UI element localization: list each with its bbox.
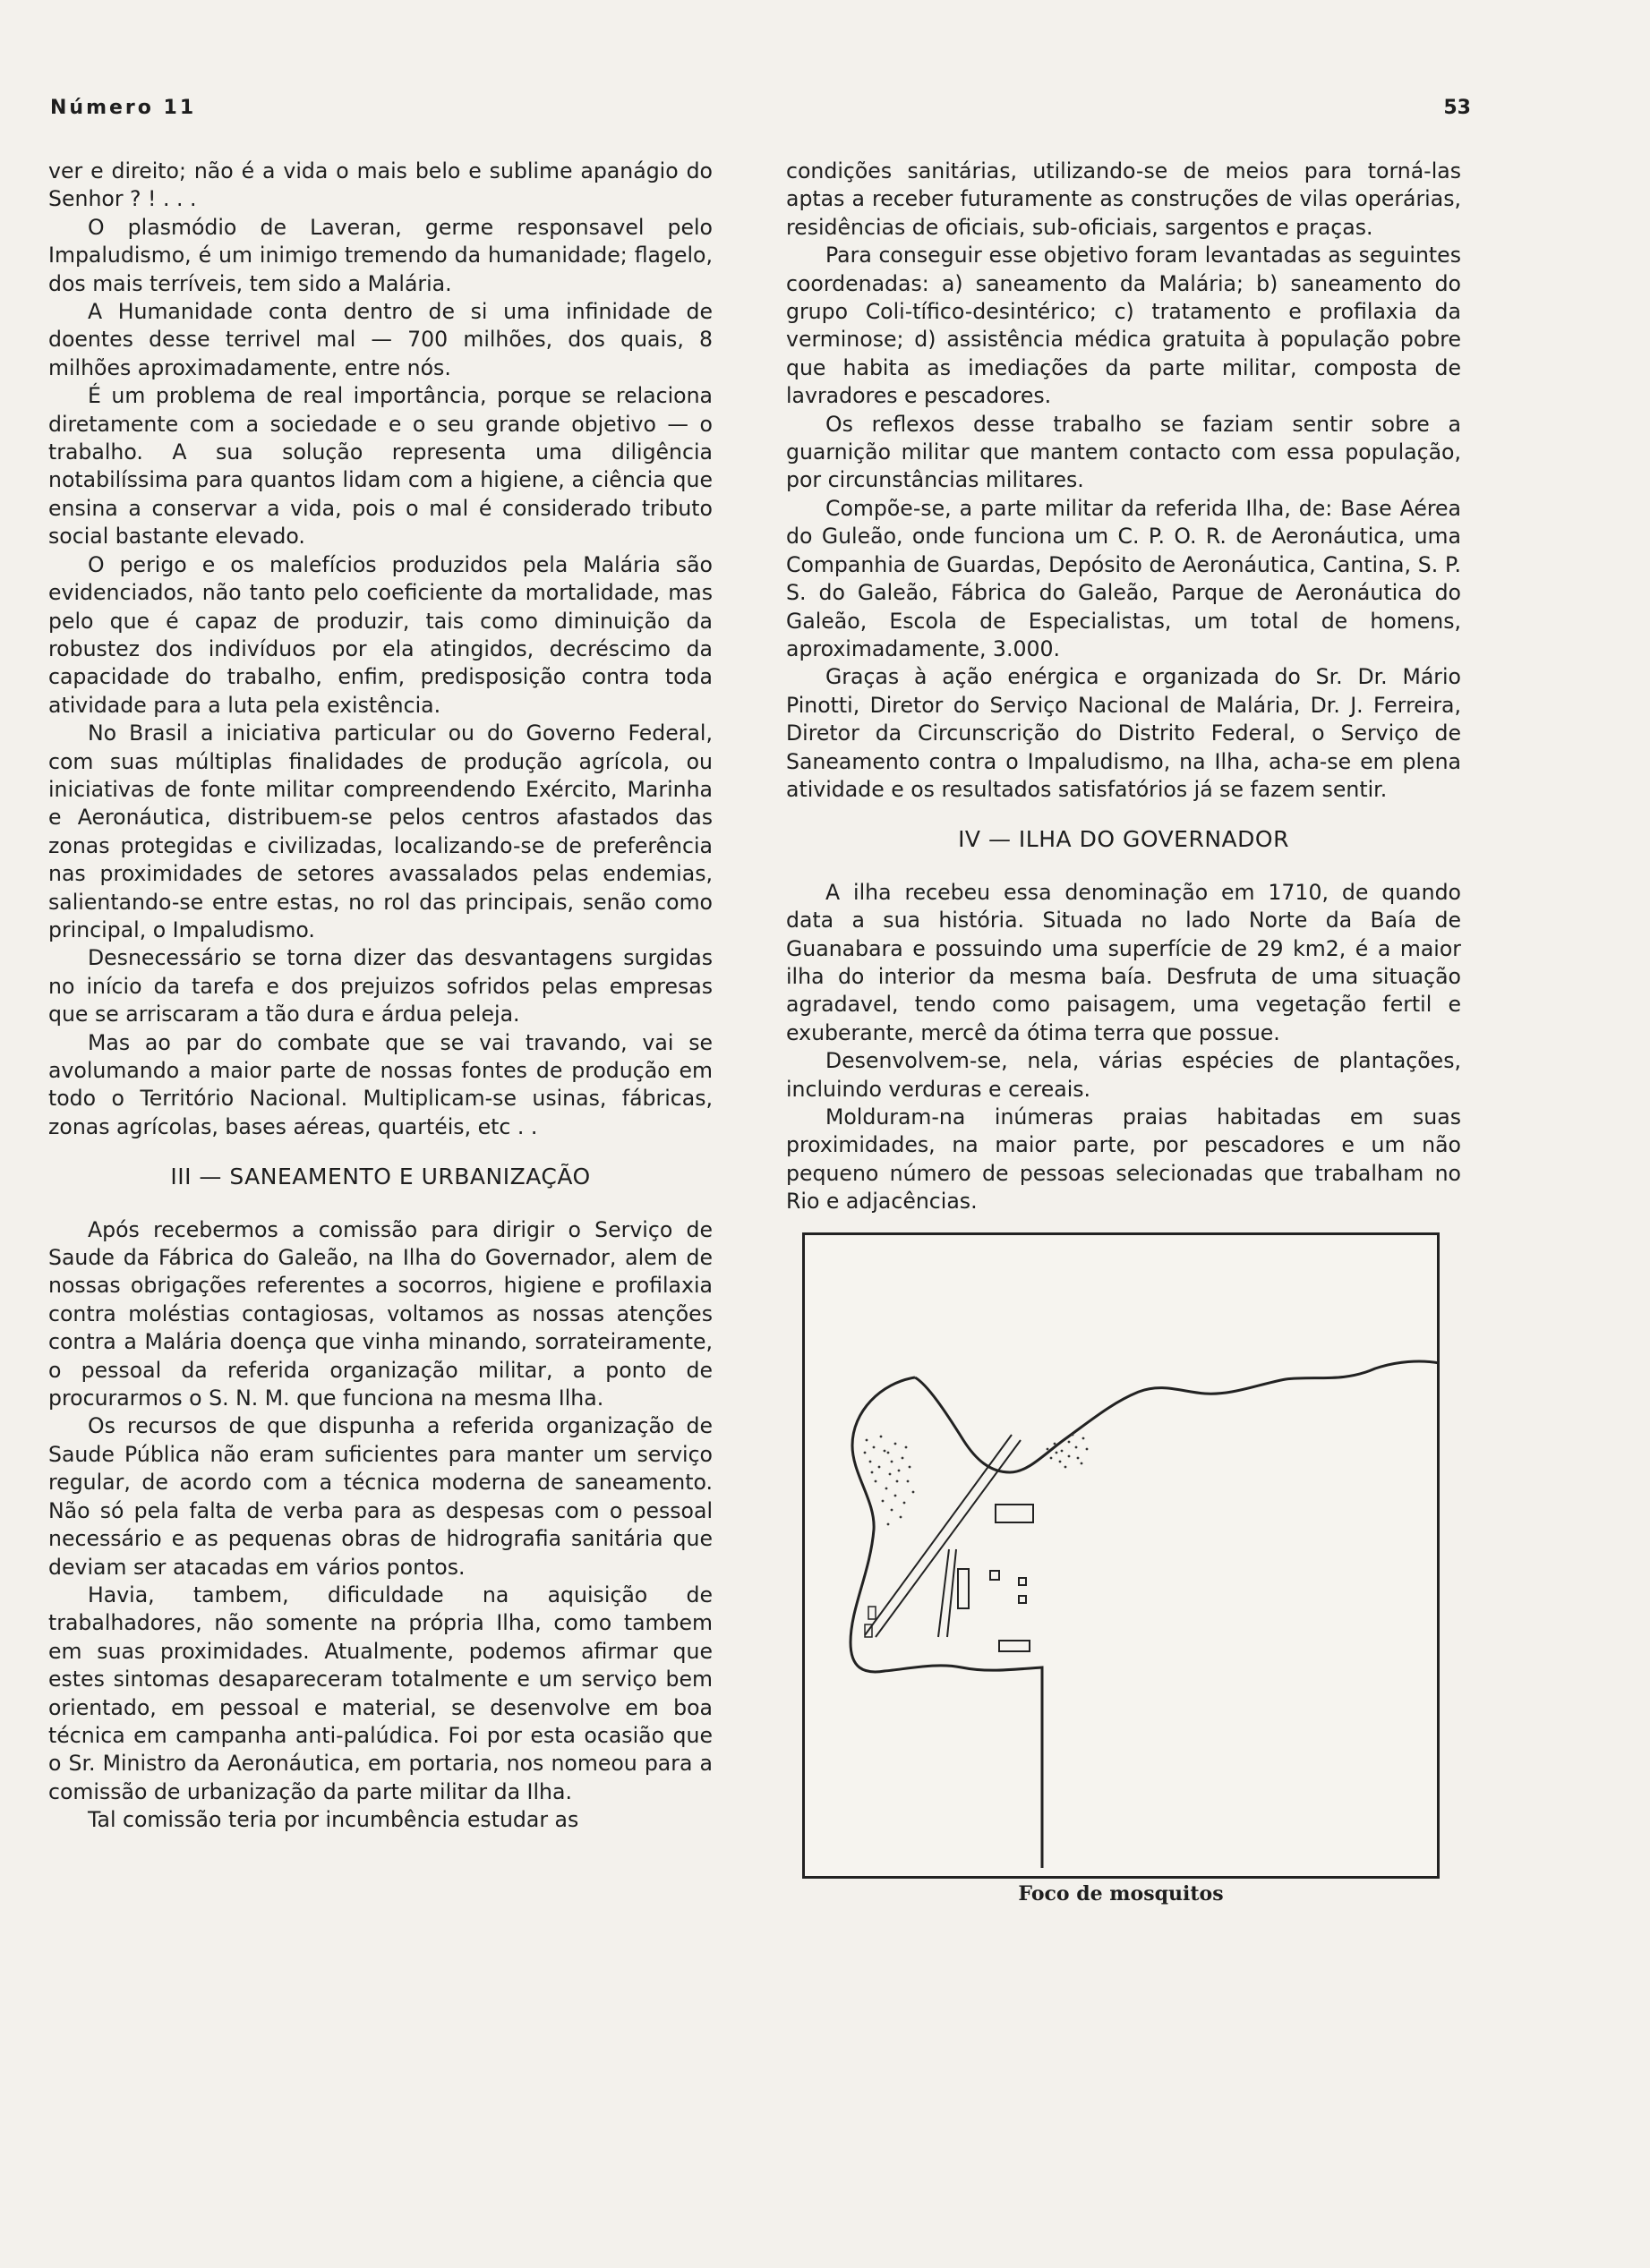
section-heading-ilha: IV — ILHA DO GOVERNADOR: [958, 826, 1289, 853]
paragraph: Os recursos de que dispunha a referida organização de Saude Pública não eram suficientes para manter um serviço regular, de acordo com a técnica moderna de saneamento. Não só pela falta de verba para as despesas com o pessoal necessário e as pequenas obras de hidrografia sanitária que deviam ser atacadas em vários pontos.: [48, 1413, 713, 1580]
paragraph: Após recebermos a comissão para dirigir o Serviço de Saude da Fábrica do Galeão, na Ilha do Governador, alem de nossas obrigações referentes a socorros, higiene e profilaxia contra moléstias contagiosas, voltamos as nossas atenções contra a Malária doença que vinha minando, sorrateiramente, o pessoal da referida organização militar, a ponto de procurarmos o S. N. M. que funciona na mesma Ilha.: [48, 1216, 713, 1411]
paragraph: Graças à ação enérgica e organizada do Sr. Dr. Mário Pinotti, Diretor do Serviço Nacional de Malária, Dr. J. Ferreira, Diretor da Circunscrição do Distrito Federal, o Serviço de Saneamento contra o Impaludismo, na Ilha, acha-se em plena atividade e os resultados satisfatórios já se fazem sentir.: [786, 664, 1461, 802]
paragraph: A ilha recebeu essa denominação em 1710, de quando data a sua história. Situada no lado Norte da Baía de Guanabara e possuindo uma superfície de 29 km2, é a maior ilha do interior da mesma baía. Desfruta de uma situação agradavel, tendo como paisagem, uma vegetação fertil e exuberante, mercê da ótima terra que possue.: [786, 879, 1461, 1045]
paragraph: A Humanidade conta dentro de si uma infinidade de doentes desse terrivel mal — 700 milhões, dos quais, 8 milhões aproximadamente, entre nós.: [48, 299, 713, 380]
paragraph: No Brasil a iniciativa particular ou do Governo Federal, com suas múltiplas finalidades de produção agrícola, ou iniciativas de fonte militar compreendendo Exército, Marinha e Aeronáutica, distribuem-se pelos centros afastados das zonas protegidas e civilizadas, localizando-se de preferência nas proximidades de setores avassalados pelas endemias, salientando-se entre estas, no rol das principais, senão como principal, o Impaludismo.: [48, 720, 713, 942]
map-figure: [802, 1232, 1440, 1908]
issue-number: Número 11: [50, 97, 197, 119]
section-heading-saneamento: III — SANEAMENTO E URBANIZAÇÃO: [170, 1164, 591, 1190]
paragraph: Os reflexos desse trabalho se faziam sentir sobre a guarnição militar que mantem contacto com essa população, por circunstâncias militares.: [786, 411, 1461, 493]
paragraph: Desnecessário se torna dizer das desvantagens surgidas no início da tarefa e dos prejuizos sofridos pelas empresas que se arriscaram a tão dura e árdua peleja.: [48, 945, 713, 1027]
paragraph: É um problema de real importância, porque se relaciona diretamente com a sociedade e o seu grande objetivo — o trabalho. A sua solução representa uma diligência notabilíssima para quantos lidam com a higiene, a ciência que ensina a conservar a vida, pois o mal é considerado tributo social bastante elevado.: [48, 383, 713, 550]
left-column: [48, 158, 713, 1835]
paragraph: Havia, tambem, dificuldade na aquisição de trabalhadores, não somente na própria Ilha, como tambem em suas proximidades. Atualmente, podemos afirmar que estes sintomas desapareceram totalmente e um serviço bem orientado, em pessoal e material, se desenvolve em boa técnica em campanha anti-palúdica. Foi por esta ocasião que o Sr. Ministro da Aeronáutica, em portaria, nos nomeou para a comissão de urbanização da parte militar da Ilha.: [48, 1582, 713, 1804]
right-column: [786, 158, 1461, 1908]
page-number: 53: [1443, 97, 1471, 119]
paragraph: ver e direito; não é a vida o mais belo e sublime apanágio do Senhor ? ! . . .: [48, 158, 713, 212]
paragraph: Mas ao par do combate que se vai travando, vai se avolumando a maior parte de nossas fontes de produção em todo o Território Nacional. Multiplicam-se usinas, fábricas, zonas agrícolas, bases aéreas, quartéis, etc . .: [48, 1029, 713, 1139]
paragraph: Molduram-na inúmeras praias habitadas em suas proximidades, na maior parte, por pescadores e um não pequeno número de pessoas selecionadas que trabalham no Rio e adjacências.: [786, 1104, 1461, 1215]
page-header: [50, 97, 1471, 132]
paragraph: O plasmódio de Laveran, germe responsavel pelo Impaludismo, é um inimigo tremendo da humanidade; flagelo, dos mais terríveis, tem sido a Malária.: [48, 214, 713, 296]
paragraph: Tal comissão teria por incumbência estudar as: [88, 1807, 579, 1833]
figure-caption: Foco de mosquitos: [1018, 1881, 1224, 1906]
island-map: [802, 1232, 1440, 1879]
paragraph: condições sanitárias, utilizando-se de meios para torná-las aptas a receber futuramente as construções de vilas operárias, residências de oficiais, sub-oficiais, sargentos e praças.: [786, 158, 1461, 240]
map-border: [804, 1233, 1439, 1877]
paragraph: Compõe-se, a parte militar da referida Ilha, de: Base Aérea do Guleão, onde funciona um C. P. O. R. de Aeronáutica, uma Companhia de Guardas, Depósito de Aeronáutica, Cantina, S. P. S. do Galeão, Fábrica do Galeão, Parque de Aeronáutica do Galeão, Escola de Especialistas, um total de homens, aproximadamente, 3.000.: [786, 495, 1461, 661]
paragraph: O perigo e os malefícios produzidos pela Malária são evidenciados, não tanto pelo coeficiente da mortalidade, mas pelo que é capaz de produzir, tais como diminuição da robustez dos indivíduos por ela atingidos, decréscimo da capacidade do trabalho, enfim, predisposição contra toda atividade para a luta pela existência.: [48, 551, 713, 718]
paragraph: Desenvolvem-se, nela, várias espécies de plantações, incluindo verduras e cereais.: [786, 1048, 1461, 1102]
paragraph: Para conseguir esse objetivo foram levantadas as seguintes coordenadas: a) saneamento da Malária; b) saneamento do grupo Coli-tífico-desintérico; c) tratamento e profilaxia da verminose; d) assistência médica gratuita à população pobre que habita as imediações da parte militar, composta de lavradores e pescadores.: [786, 243, 1461, 409]
